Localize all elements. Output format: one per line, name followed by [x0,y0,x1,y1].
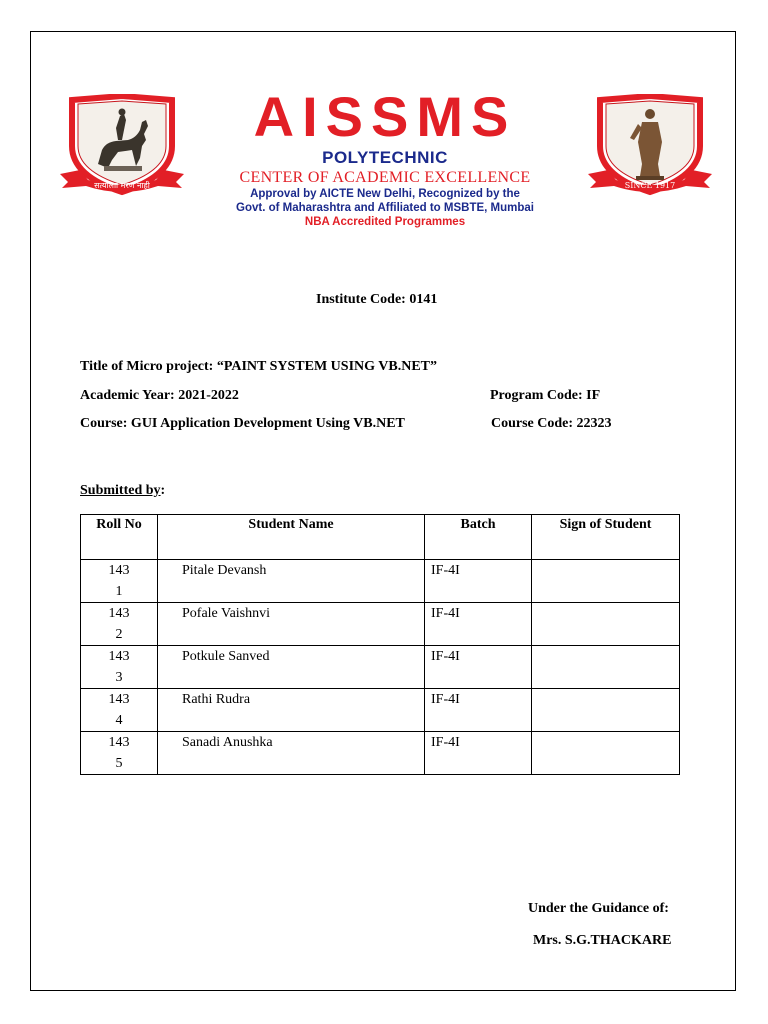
sign-cell [532,646,680,689]
project-title-value: “PAINT SYSTEM USING VB.NET” [216,359,438,374]
brand-tagline: CENTER OF ACADEMIC EXCELLENCE [239,169,531,186]
student-batch: IF-4I [431,692,460,707]
roll-part-2: 5 [115,756,123,771]
right-emblem-motto: SINCE 1917 [624,181,676,190]
student-name: Sanadi Anushka [182,735,273,750]
brand-subtitle: POLYTECHNIC [322,148,448,167]
batch-cell [425,646,532,689]
course-code: Course Code: 22323 [491,416,612,431]
table-row [81,603,680,646]
roll-part-2: 3 [115,670,123,685]
header-student-name: Student Name [158,515,425,560]
approval-line-2: Govt. of Maharashtra and Affiliated to MSBTE, Mumbai [236,202,534,214]
name-cell [158,603,425,646]
student-table [80,514,680,775]
batch-cell [425,689,532,732]
guide-name: Mrs. S.G.THACKARE [533,933,672,948]
batch-cell [425,560,532,603]
roll-cell [81,560,158,603]
nba-accreditation: NBA Accredited Programmes [304,216,466,228]
header-sign: Sign of Student [532,515,680,560]
table-row [81,689,680,732]
student-name: Pitale Devansh [182,563,267,578]
roll-part-2: 4 [115,713,123,728]
academic-year: Academic Year: 2021-2022 [80,388,239,403]
brand-name: AISSMS [253,85,517,148]
roll-part-1: 143 [108,692,130,707]
course-name: Course: GUI Application Development Using VB.NET [80,416,405,431]
roll-cell [81,689,158,732]
sign-cell [532,560,680,603]
student-name: Pofale Vaishnvi [182,606,271,621]
student-name: Potkule Sanved [182,649,270,664]
batch-cell [425,603,532,646]
sign-cell [532,603,680,646]
student-batch: IF-4I [431,606,460,621]
left-emblem-logo [58,94,186,198]
roll-cell [81,646,158,689]
project-title-label: Title of Micro project: [80,359,217,374]
roll-cell [81,603,158,646]
student-name: Rathi Rudra [182,692,251,707]
right-emblem-logo [586,94,714,198]
institution-brand-block [200,85,570,229]
submitted-by-heading [80,483,165,499]
name-cell [158,732,425,775]
program-code: Program Code: IF [490,388,601,403]
roll-part-1: 143 [108,735,130,750]
submitted-by-colon: : [160,483,166,498]
table-row [81,732,680,775]
roll-part-1: 143 [108,563,130,578]
guidance-label: Under the Guidance of: [528,901,669,916]
roll-part-2: 2 [115,627,123,642]
name-cell [158,689,425,732]
name-cell [158,646,425,689]
roll-cell [81,732,158,775]
table-row [81,560,680,603]
institute-code: Institute Code: 0141 [316,292,438,307]
sign-cell [532,732,680,775]
left-emblem-motto: सत्यालाा मरण नाही [94,181,150,190]
name-cell [158,560,425,603]
project-title [80,359,437,375]
roll-part-2: 1 [115,584,123,599]
student-batch: IF-4I [431,735,460,750]
table-row [81,646,680,689]
student-batch: IF-4I [431,649,460,664]
approval-line-1: Approval by AICTE New Delhi, Recognized by the [250,188,520,200]
submitted-by-label: Submitted by [80,483,161,498]
student-batch: IF-4I [431,563,460,578]
roll-part-1: 143 [108,649,130,664]
header-roll-no: Roll No [81,515,158,560]
table-header-row [81,515,680,560]
batch-cell [425,732,532,775]
header-batch: Batch [425,515,532,560]
roll-part-1: 143 [108,606,130,621]
sign-cell [532,689,680,732]
